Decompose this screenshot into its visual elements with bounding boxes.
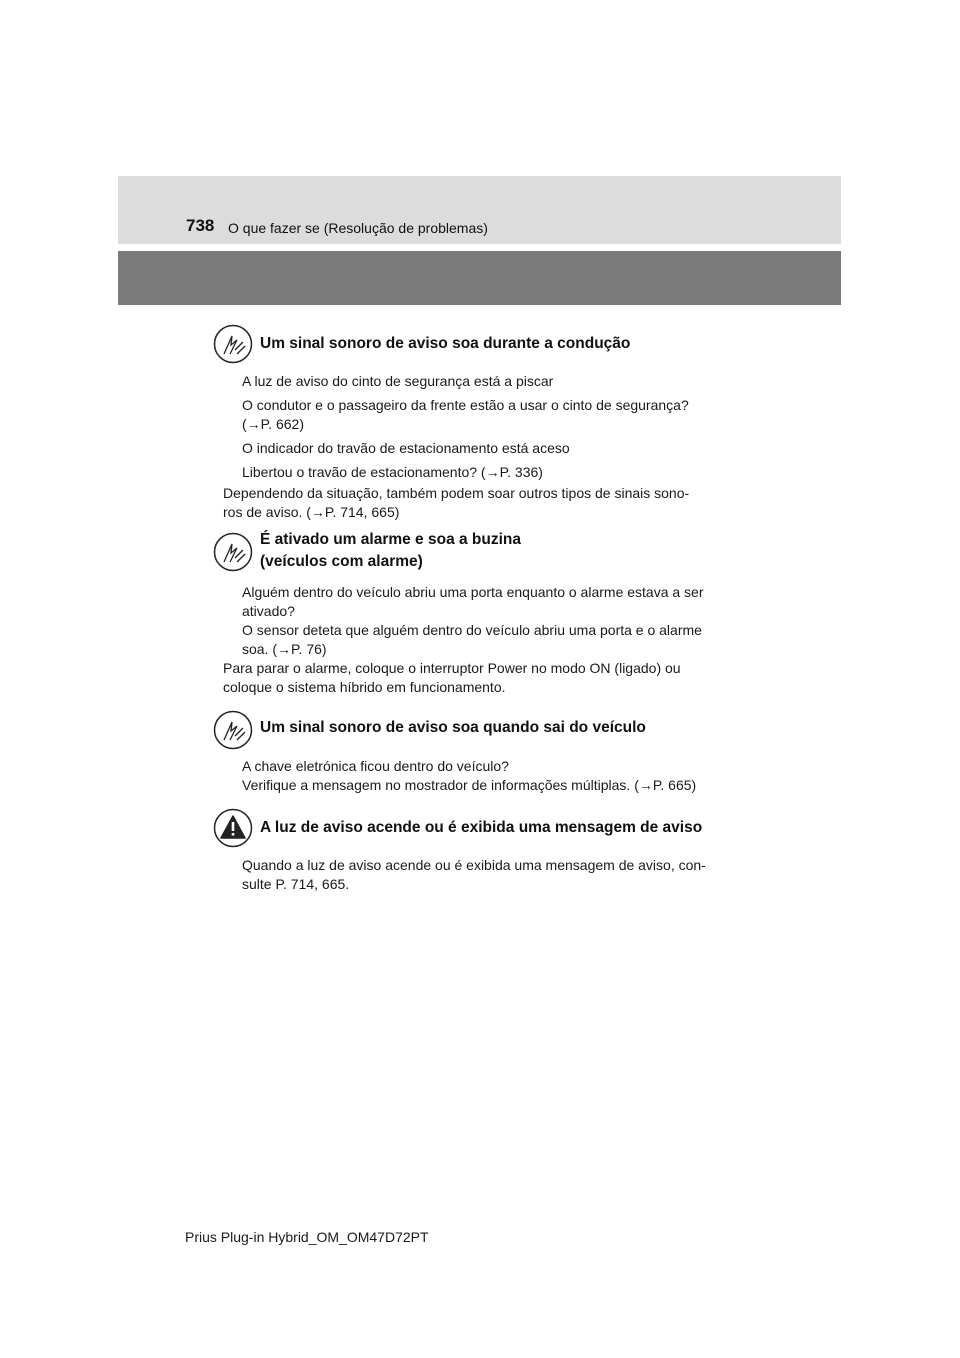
- warning-triangle-icon: [213, 808, 253, 848]
- section-2-title: É ativado um alarme e soa a buzina (veículos com alarme): [260, 531, 522, 570]
- section-1-body: A luz de aviso do cinto de segurança está a piscar O condutor e o passageiro da frente estão a usar o cinto de segurança? (→P. 662) O indicador do travão de estacionamento está aceso Libertou o travão de estacionamento? (→P. 336): [242, 373, 689, 480]
- section-4-title: A luz de aviso acende ou é exibida uma mensagem de aviso: [260, 819, 703, 836]
- warning-sound-icon: [213, 532, 253, 572]
- section-3-title: Um sinal sonoro de aviso soa quando sai do veículo: [260, 719, 646, 736]
- section-3-body: A chave eletrónica ficou dentro do veículo? Verifique a mensagem no mostrador de informações múltiplas. (→P. 665): [242, 758, 697, 793]
- page-number: 738: [186, 216, 215, 235]
- section-1-title: Um sinal sonoro de aviso soa durante a condução: [260, 335, 631, 352]
- chapter-title: O que fazer se (Resolução de problemas): [228, 220, 488, 236]
- section-1-note: Dependendo da situação, também podem soar outros tipos de sinais sono- ros de aviso. (→P. 714, 665): [223, 485, 690, 520]
- document-footer: Prius Plug-in Hybrid_OM_OM47D72PT: [185, 1229, 429, 1245]
- warning-sound-icon: [213, 710, 253, 750]
- section-2-body: Alguém dentro do veículo abriu uma porta enquanto o alarme estava a ser ativado? O sensor deteta que alguém dentro do veículo abriu uma porta e o alarme soa. (→P. 76): [242, 584, 704, 657]
- section-bar: [118, 251, 841, 305]
- section-4-body: Quando a luz de aviso acende ou é exibida uma mensagem de aviso, con- sulte P. 714, 665.: [242, 857, 706, 892]
- section-2-note: Para parar o alarme, coloque o interruptor Power no modo ON (ligado) ou coloque o sistema híbrido em funcionamento.: [223, 660, 681, 695]
- warning-sound-icon: [213, 324, 253, 364]
